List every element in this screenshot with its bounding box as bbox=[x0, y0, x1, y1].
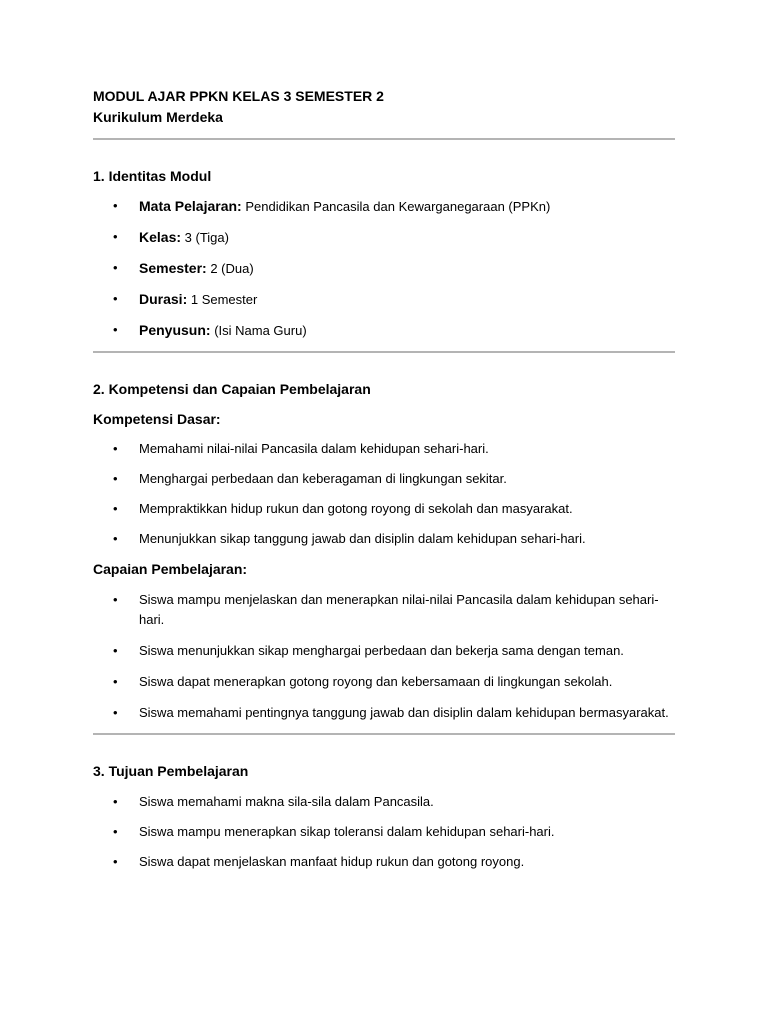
identitas-list bbox=[93, 196, 675, 341]
bullet-icon: • bbox=[113, 592, 118, 607]
item-text: Mempraktikkan hidup rukun dan gotong royong di sekolah dan masyarakat. bbox=[139, 501, 573, 516]
item-value: 3 (Tiga) bbox=[184, 230, 229, 245]
list-item bbox=[93, 822, 675, 842]
bullet-icon: • bbox=[113, 260, 118, 275]
tujuan-pembelajaran-list bbox=[93, 792, 675, 872]
list-item bbox=[93, 529, 675, 549]
subheading-capaian-pembelajaran: Capaian Pembelajaran: bbox=[93, 561, 248, 577]
item-text: Siswa mampu menjelaskan dan menerapkan nilai-nilai Pancasila dalam kehidupan sehari-hari. bbox=[139, 592, 659, 627]
capaian-pembelajaran-list bbox=[93, 590, 675, 723]
bullet-icon: • bbox=[113, 291, 118, 306]
item-label: Penyusun: bbox=[139, 322, 211, 338]
section-heading-kompetensi: 2. Kompetensi dan Capaian Pembelajaran bbox=[93, 381, 371, 397]
bullet-icon: • bbox=[113, 198, 118, 213]
list-item bbox=[93, 792, 675, 812]
item-text: Siswa dapat menjelaskan manfaat hidup rukun dan gotong royong. bbox=[139, 854, 525, 869]
list-item bbox=[93, 672, 675, 692]
bullet-icon: • bbox=[113, 531, 118, 546]
kompetensi-dasar-list bbox=[93, 439, 675, 549]
list-item bbox=[93, 703, 675, 723]
bullet-icon: • bbox=[113, 854, 118, 869]
list-item bbox=[93, 590, 675, 630]
item-text: Siswa mampu menerapkan sikap toleransi dalam kehidupan sehari-hari. bbox=[139, 824, 555, 839]
list-item bbox=[93, 499, 675, 519]
bullet-icon: • bbox=[113, 229, 118, 244]
item-label: Durasi: bbox=[139, 291, 188, 307]
list-item bbox=[93, 439, 675, 459]
item-value: 2 (Dua) bbox=[210, 261, 254, 276]
bullet-icon: • bbox=[113, 471, 118, 486]
list-item bbox=[93, 227, 675, 248]
list-item bbox=[93, 320, 675, 341]
item-value: Pendidikan Pancasila dan Kewarganegaraan (PPKn) bbox=[245, 199, 551, 214]
item-label: Kelas: bbox=[139, 229, 182, 245]
item-text: Memahami nilai-nilai Pancasila dalam kehidupan sehari-hari. bbox=[139, 441, 489, 456]
list-item bbox=[93, 196, 675, 217]
item-text: Menunjukkan sikap tanggung jawab dan disiplin dalam kehidupan sehari-hari. bbox=[139, 531, 586, 546]
section-heading-tujuan: 3. Tujuan Pembelajaran bbox=[93, 763, 249, 779]
list-item bbox=[93, 852, 675, 872]
bullet-icon: • bbox=[113, 322, 118, 337]
bullet-icon: • bbox=[113, 441, 118, 456]
bullet-icon: • bbox=[113, 643, 118, 658]
list-item bbox=[93, 289, 675, 310]
bullet-icon: • bbox=[113, 824, 118, 839]
item-value: 1 Semester bbox=[190, 292, 258, 307]
subheading-kompetensi-dasar: Kompetensi Dasar: bbox=[93, 411, 221, 427]
horizontal-rule bbox=[93, 351, 675, 353]
list-item bbox=[93, 641, 675, 661]
item-text: Siswa memahami makna sila-sila dalam Pancasila. bbox=[139, 794, 434, 809]
item-label: Mata Pelajaran: bbox=[139, 198, 242, 214]
bullet-icon: • bbox=[113, 674, 118, 689]
document-subtitle: Kurikulum Merdeka bbox=[93, 109, 223, 125]
item-text: Menghargai perbedaan dan keberagaman di lingkungan sekitar. bbox=[139, 471, 507, 486]
horizontal-rule bbox=[93, 138, 675, 140]
item-text: Siswa menunjukkan sikap menghargai perbedaan dan bekerja sama dengan teman. bbox=[139, 643, 624, 658]
item-value: (Isi Nama Guru) bbox=[214, 323, 307, 338]
item-text: Siswa dapat menerapkan gotong royong dan kebersamaan di lingkungan sekolah. bbox=[139, 674, 613, 689]
item-label: Semester: bbox=[139, 260, 207, 276]
bullet-icon: • bbox=[113, 501, 118, 516]
document-title: MODUL AJAR PPKN KELAS 3 SEMESTER 2 bbox=[93, 88, 384, 104]
list-item bbox=[93, 469, 675, 489]
item-text: Siswa memahami pentingnya tanggung jawab dan disiplin dalam kehidupan bermasyarakat. bbox=[139, 705, 669, 720]
bullet-icon: • bbox=[113, 794, 118, 809]
bullet-icon: • bbox=[113, 705, 118, 720]
list-item bbox=[93, 258, 675, 279]
section-heading-identitas: 1. Identitas Modul bbox=[93, 168, 212, 184]
horizontal-rule bbox=[93, 733, 675, 735]
